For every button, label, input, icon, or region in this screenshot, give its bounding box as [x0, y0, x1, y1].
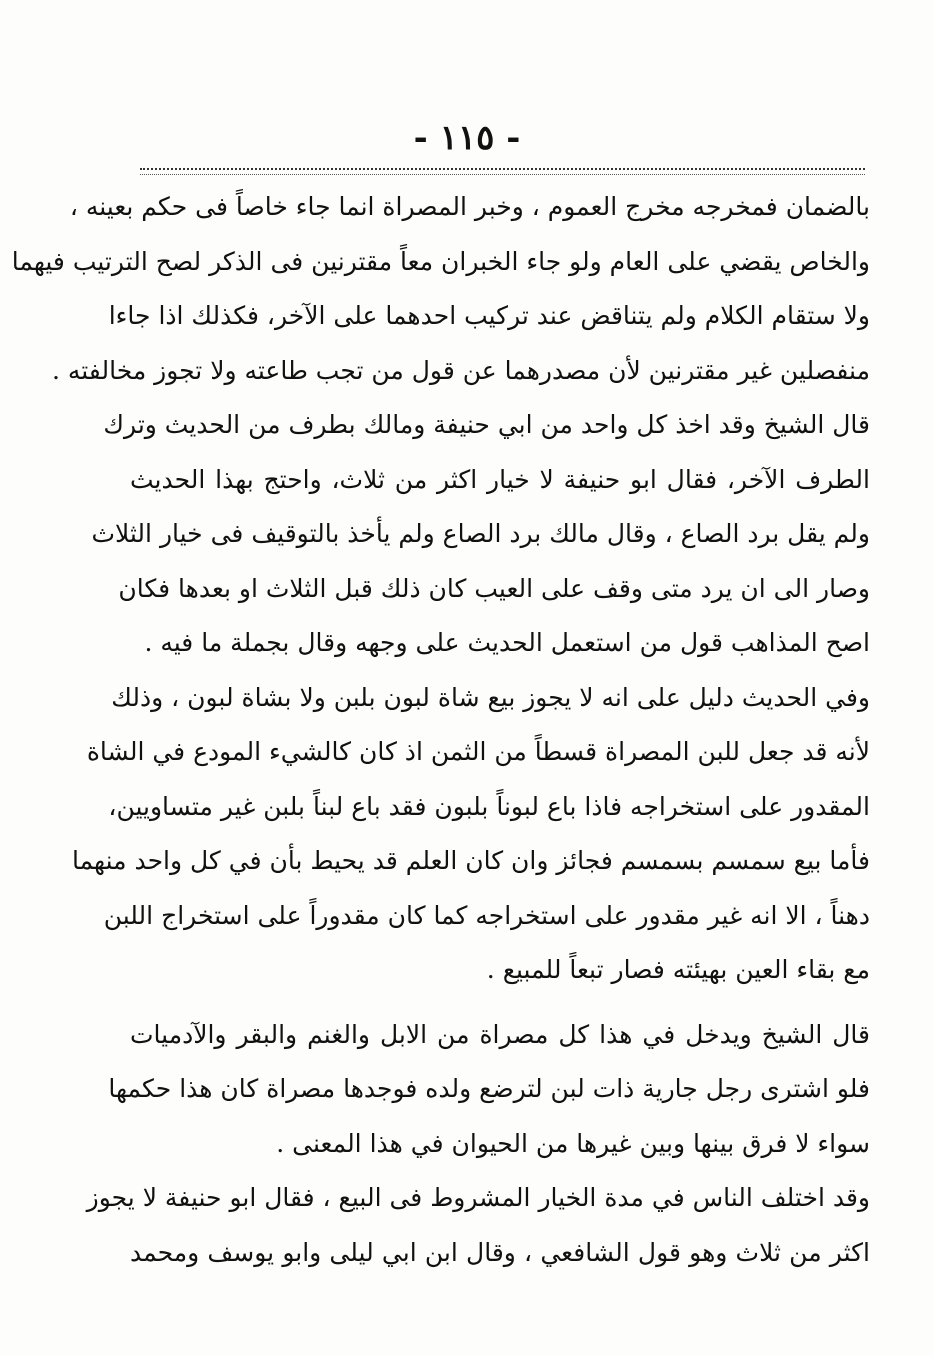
text-line: ولا ستقام الكلام ولم يتناقض عند تركيب احدهما على الآخر، فكذلك اذا جاءا	[108, 301, 870, 330]
text-line: بالضمان فمخرجه مخرج العموم ، وخبر المصراة انما جاء خاصاً فى حكم بعينه ،	[69, 192, 870, 221]
text-line: اصح المذاهب قول من استعمل الحديث على وجهه وقال بجملة ما فيه .	[144, 628, 870, 657]
text-line: منفصلين غير مقترنين لأن مصدرهما عن قول من تجب طاعته ولا تجوز مخالفته .	[51, 355, 870, 385]
paragraph-gap	[130, 998, 870, 1008]
text-line: اكثر من ثلاث وهو قول الشافعي ، وقال ابن ابي ليلى وابو يوسف ومحمد	[130, 1237, 870, 1267]
text-line: فلو اشترى رجل جارية ذات لبن لترضع ولده فوجدها مصراة كان هذا حكمها	[108, 1074, 870, 1103]
text-line: وقد اختلف الناس في مدة الخيار المشروط فى البيع ، فقال ابو حنيفة لا يجوز	[86, 1183, 870, 1212]
text-line: ولم يقل برد الصاع ، وقال مالك برد الصاع ولم يأخذ بالتوقيف فى خيار الثلاث	[91, 519, 870, 548]
text-line: سواء لا فرق بينها وبين غيرها من الحيوان في هذا المعنى .	[276, 1128, 870, 1158]
text-line: فأما بيع سمسم بسمسم فجائز وان كان العلم قد يحيط بأن في كل واحد منهما	[71, 846, 870, 875]
text-line: دهناً ، الا انه غير مقدور على استخراجه كما كان مقدوراً على استخراج اللبن	[103, 900, 870, 930]
text-line: قال الشيخ ويدخل في هذا كل مصراة من الابل والغنم والبقر والآدميات	[130, 1019, 870, 1049]
text-line: لأنه قد جعل للبن المصراة قسطاً من الثمن اذ كان كالشيء المودع في الشاة	[86, 737, 870, 766]
text-line: المقدور على استخراجه فاذا باع لبوناً بلبون فقد باع لبناً بلبن غير متساويين،	[108, 791, 870, 821]
text-line: وصار الى ان يرد متى وقف على العيب كان ذلك قبل الثلاث او بعدها فكان	[118, 573, 870, 603]
text-line: مع بقاء العين بهيئته فصار تبعاً للمبيع .	[486, 955, 870, 984]
text-line: الطرف الآخر، فقال ابو حنيفة لا خيار اكثر من ثلاث، واحتج بهذا الحديث	[130, 464, 870, 494]
header-rule-secondary	[140, 174, 865, 175]
header-rule	[140, 168, 865, 170]
text-line: قال الشيخ وقد اخذ كل واحد من ابي حنيفة ومالك بطرف من الحديث وترك	[103, 410, 870, 439]
body-text	[11, 180, 870, 1280]
text-line: والخاص يقضي على العام ولو جاء الخبران معاً مقترنين فى الذكر لصح الترتيب فيهما	[11, 246, 870, 276]
text-line: وفي الحديث دليل على انه لا يجوز بيع شاة لبون بلبن ولا بشاة لبون ، وذلك	[111, 682, 870, 712]
page-number: - ١١٥ -	[413, 118, 521, 158]
